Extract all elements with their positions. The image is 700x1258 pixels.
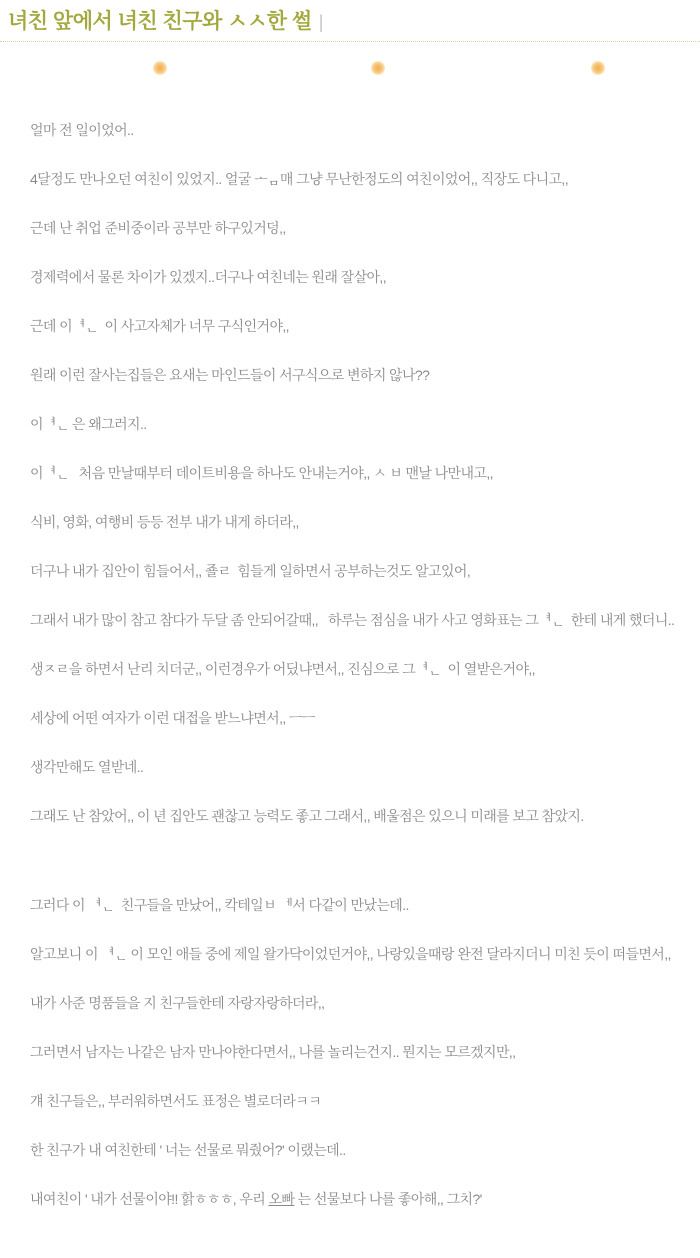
paragraph-text: 4달정도 만나오던 여친이 있었지.. 얼굴 ᅩᆷ매 그냥 무난한정도의 여친이었어,, 직장도 다니고,, [30,171,569,187]
paragraph-text: 내여친이 ' 내가 선물이야!! 핡ㅎㅎㅎ, 우리 [30,1191,269,1207]
paragraph-text: 그러면서 남자는 나같은 남자 만나야한다면서,, 나를 놀리는건지.. 뭔지는 모르겠지만,, [30,1044,516,1060]
paragraph [30,414,690,434]
post-header [0,0,700,42]
paragraph [30,993,690,1013]
paragraph-text: 원래 이런 잘사는집들은 요새는 마인드들이 서구식으로 변하지 않나?? [30,367,430,383]
paragraph-text: 근데 난 취업 준비중이라 공부만 하구있거덩,, [30,220,286,236]
paragraph-text: 그러다 이 ᅧᆫ 친구들을 만났어,, 칵테일ㅂ ᅦ서 다같이 만났는데.. [30,897,409,913]
paragraph-text: 알고보니 이 ᅧᆫ 이 모인 애들 중에 제일 왈가닥이었던거야,, 나랑있을때랑 완전 달라지더니 미친 듯이 떠들면서,, [30,946,671,962]
paragraph [30,365,690,385]
paragraph-text: 는 선물보다 나를 좋아해,, 그치?' [294,1191,482,1207]
paragraph [30,169,690,189]
paragraph-text: 근데 이ᅧᆫ 이 사고자체가 너무 구식인거야,, [30,318,289,334]
paragraph [30,316,690,336]
paragraph-text: 경제력에서 물론 차이가 있겠지..더구나 여친네는 원래 잘살아,, [30,269,386,285]
decoration-row [0,42,700,82]
paragraph-text: 내가 사준 명품들을 지 친구들한테 자랑자랑하더라,, [30,995,325,1011]
paragraph-text: 그래서 내가 많이 참고 참다가 두달 좀 안되어갈때,, 하루는 점심을 내가 사고 영화표는 그ᅧᆫ 한테 내게 했더니.. [30,612,675,628]
page-title: 녀친 앞에서 녀친 친구와 ㅅㅅ한 썰 [8,10,312,33]
paragraph-text: 생각만해도 열받네.. [30,759,144,775]
paragraph [30,757,690,777]
paragraph [30,806,690,826]
paragraph-text: 이ᅧᆫ 은 왜그러지.. [30,416,147,432]
paragraph [30,1140,690,1160]
paragraph-text: 이ᅧᆫ 처음 만날때부터 데이트비용을 하나도 안내는거야,, ㅅ ㅂ 맨날 나만내고,, [30,465,493,481]
post-body [0,82,700,1258]
paragraph [30,120,690,140]
paragraph-text: 그래도 난 참았어,, 이 년 집안도 괜찮고 능력도 좋고 그래서,, 배울점은 있으니 미래를 보고 참았지. [30,808,584,824]
paragraph [30,561,690,581]
paragraph [30,1042,690,1062]
flower-icon [371,61,385,75]
paragraph [30,512,690,532]
paragraph [30,610,690,630]
paragraph-text: 더구나 내가 집안이 힘들어서,, 죨ㄹ 힘들게 일하면서 공부하는것도 알고있어, [30,563,471,579]
paragraph-text: 얼마 전 일이었어.. [30,122,134,138]
paragraph [30,944,690,964]
paragraph-text: 걔 친구들은,, 부러워하면서도 표정은 별로더라ㅋㅋ [30,1093,322,1109]
flower-icon [591,61,605,75]
paragraph-text: 생ㅈㄹ을 하면서 난리 치더군,, 이런경우가 어딨냐면서,, 진심으로 그ᅧᆫ 이 열받은거야,, [30,661,535,677]
paragraph [30,1091,690,1111]
title-separator-bar: | [318,12,324,32]
paragraph [30,659,690,679]
paragraph [30,708,690,728]
underlined-word-link[interactable]: 오빠 [268,1191,295,1207]
paragraph-text: 식비, 영화, 여행비 등등 전부 내가 내게 하더라,, [30,514,299,530]
flower-icon [153,61,167,75]
paragraph [30,463,690,483]
paragraph [30,218,690,238]
paragraph-text: 세상에 어떤 여자가 이런 대접을 받느냐면서,, ㅡㅡ [30,710,315,726]
paragraph [30,1189,690,1209]
paragraph-text: 한 친구가 내 여친한테 ' 너는 선물로 뭐줬어?' 이랬는데.. [30,1142,346,1158]
paragraph [30,895,690,915]
paragraph [30,267,690,287]
